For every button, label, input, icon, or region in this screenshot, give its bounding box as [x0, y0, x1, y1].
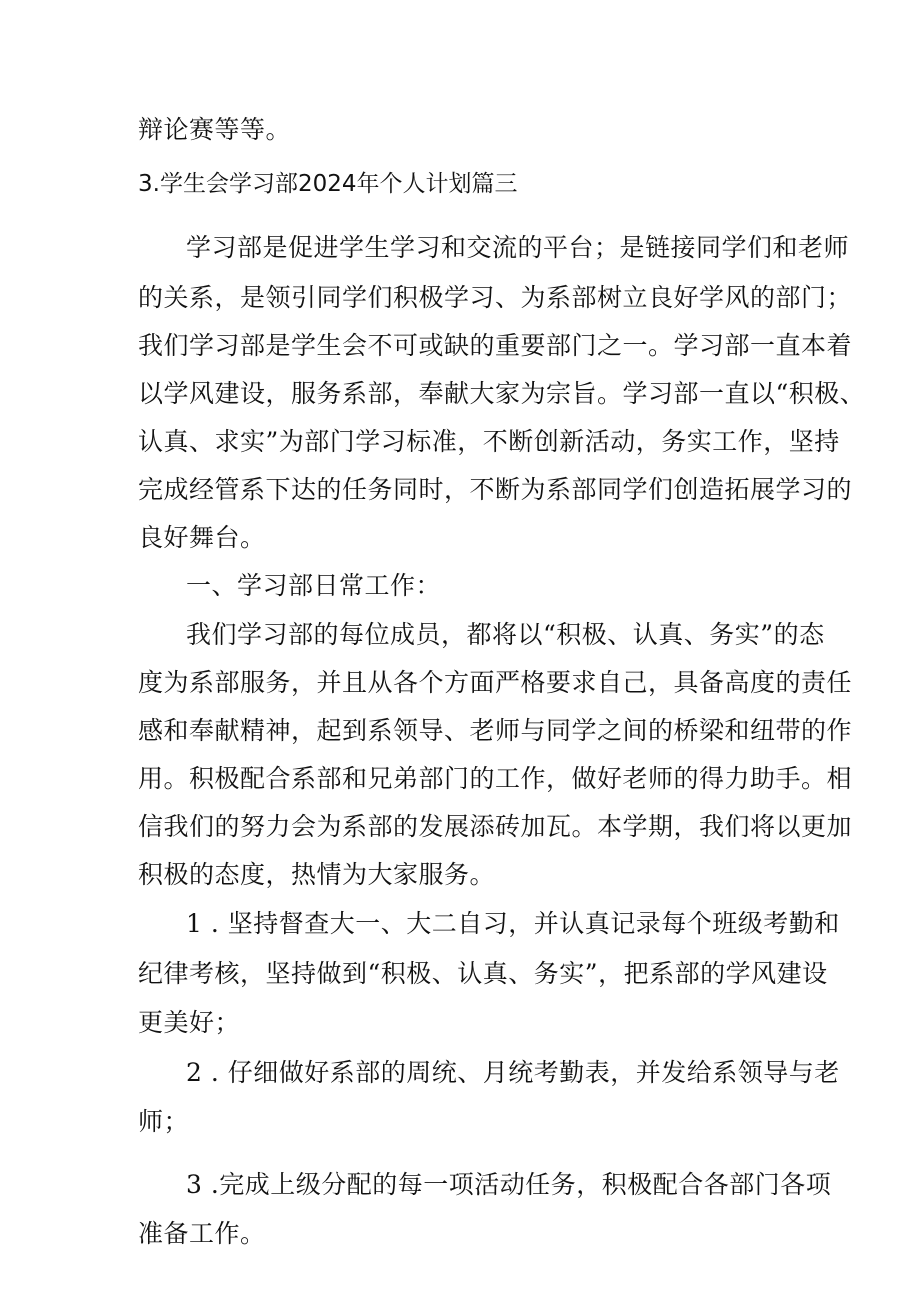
paragraph-line: 我们学习部是学生会不可或缺的重要部门之一。学习部一直本着: [138, 331, 853, 360]
list-item-line: 3 .完成上级分配的每一项活动任务，积极配合各部门各项: [186, 1170, 832, 1199]
paragraph-line: 用。积极配合系部和兄弟部门的工作，做好老师的得力助手。相: [138, 764, 853, 793]
list-item-line: 师；: [138, 1107, 190, 1136]
list-item-line: 2 . 仔细做好系部的周统、月统考勤表，并发给系领导与老: [186, 1058, 840, 1087]
paragraph-line: 完成经管系下达的任务同时，不断为系部同学们创造拓展学习的: [138, 475, 853, 504]
paragraph-line: 的关系，是领引同学们积极学习、为系部树立良好学风的部门；: [138, 283, 853, 312]
text-line: 辩论赛等等。: [138, 115, 292, 144]
subheading: 一、学习部日常工作：: [186, 571, 442, 600]
list-item-line: 更美好；: [138, 1008, 241, 1037]
list-item-line: 1 . 坚持督查大一、大二自习，并认真记录每个班级考勤和: [186, 909, 840, 938]
section-heading: 3.学生会学习部2024年个人计划篇三: [138, 171, 518, 197]
list-item-line: 准备工作。: [138, 1219, 266, 1248]
paragraph-line: 积极的态度，热情为大家服务。: [138, 860, 496, 889]
paragraph-line: 认真、求实”为部门学习标准，不断创新活动，务实工作，坚持: [138, 427, 840, 456]
paragraph-line: 学习部是促进学生学习和交流的平台；是链接同学们和老师: [186, 233, 850, 262]
paragraph-line: 感和奉献精神，起到系领导、老师与同学之间的桥梁和纽带的作: [138, 716, 853, 745]
paragraph-line: 良好舞台。: [138, 523, 266, 552]
paragraph-line: 信我们的努力会为系部的发展添砖加瓦。本学期，我们将以更加: [138, 812, 853, 841]
paragraph-line: 以学风建设，服务系部，奉献大家为宗旨。学习部一直以“积极、: [138, 379, 866, 408]
paragraph-line: 我们学习部的每位成员，都将以“积极、认真、务实”的态: [186, 620, 825, 649]
list-item-line: 纪律考核，坚持做到“积极、认真、务实”，把系部的学风建设: [138, 959, 828, 988]
paragraph-line: 度为系部服务，并且从各个方面严格要求自己，具备高度的责任: [138, 668, 853, 697]
